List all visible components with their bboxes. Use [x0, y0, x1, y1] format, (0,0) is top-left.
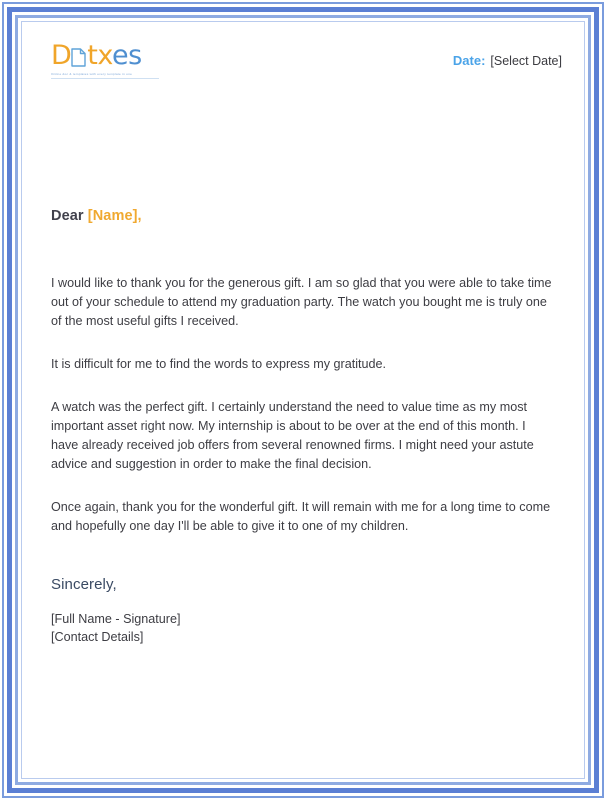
- contact-details-placeholder[interactable]: [Contact Details]: [51, 630, 144, 644]
- document-page-icon: [71, 48, 86, 67]
- date-label: Date:: [452, 53, 486, 68]
- salutation: [51, 208, 555, 224]
- logo-letter-d: D: [51, 40, 72, 71]
- logo-letters-tx: tx: [87, 40, 113, 71]
- paragraph-1: I would like to thank you for the generous gift. I am so glad that you were able to take time out of your schedule to attend my graduation party. The watch you bought me is truly one of the most useful gifts I received.: [51, 276, 552, 328]
- paragraph-3: A watch was the perfect gift. I certainly understand the need to value time as my most important asset right now. My internship is about to be over at the end of this month. I have already received job offers from several renowned firms. I might need your astute advice and suggestion in order to make the final decision.: [51, 400, 534, 471]
- date-value[interactable]: [Select Date]: [490, 54, 562, 68]
- letter-body: [22, 208, 584, 646]
- logo-letters-es: es: [112, 40, 142, 71]
- signature-block: [51, 610, 555, 646]
- logo-underline: [51, 78, 159, 79]
- name-placeholder[interactable]: [Name],: [87, 208, 142, 224]
- closing-line: Sincerely,: [51, 576, 117, 593]
- salutation-greeting: Dear: [51, 208, 84, 224]
- logo-tagline: Online doc & templates with every template in one: [51, 72, 133, 76]
- signature-name-placeholder[interactable]: [Full Name - Signature]: [51, 612, 181, 626]
- letter-header: [22, 22, 584, 102]
- paragraph-4: Once again, thank you for the wonderful gift. It will remain with me for a long time to come and hopefully one day I'll be able to give it to one of my children.: [51, 500, 551, 533]
- date-field[interactable]: [453, 53, 562, 68]
- dotxes-logo[interactable]: [51, 42, 166, 79]
- paragraph-2: It is difficult for me to find the words to express my gratitude.: [51, 357, 387, 371]
- page-content: [22, 22, 584, 778]
- logo-wordmark: [51, 42, 166, 70]
